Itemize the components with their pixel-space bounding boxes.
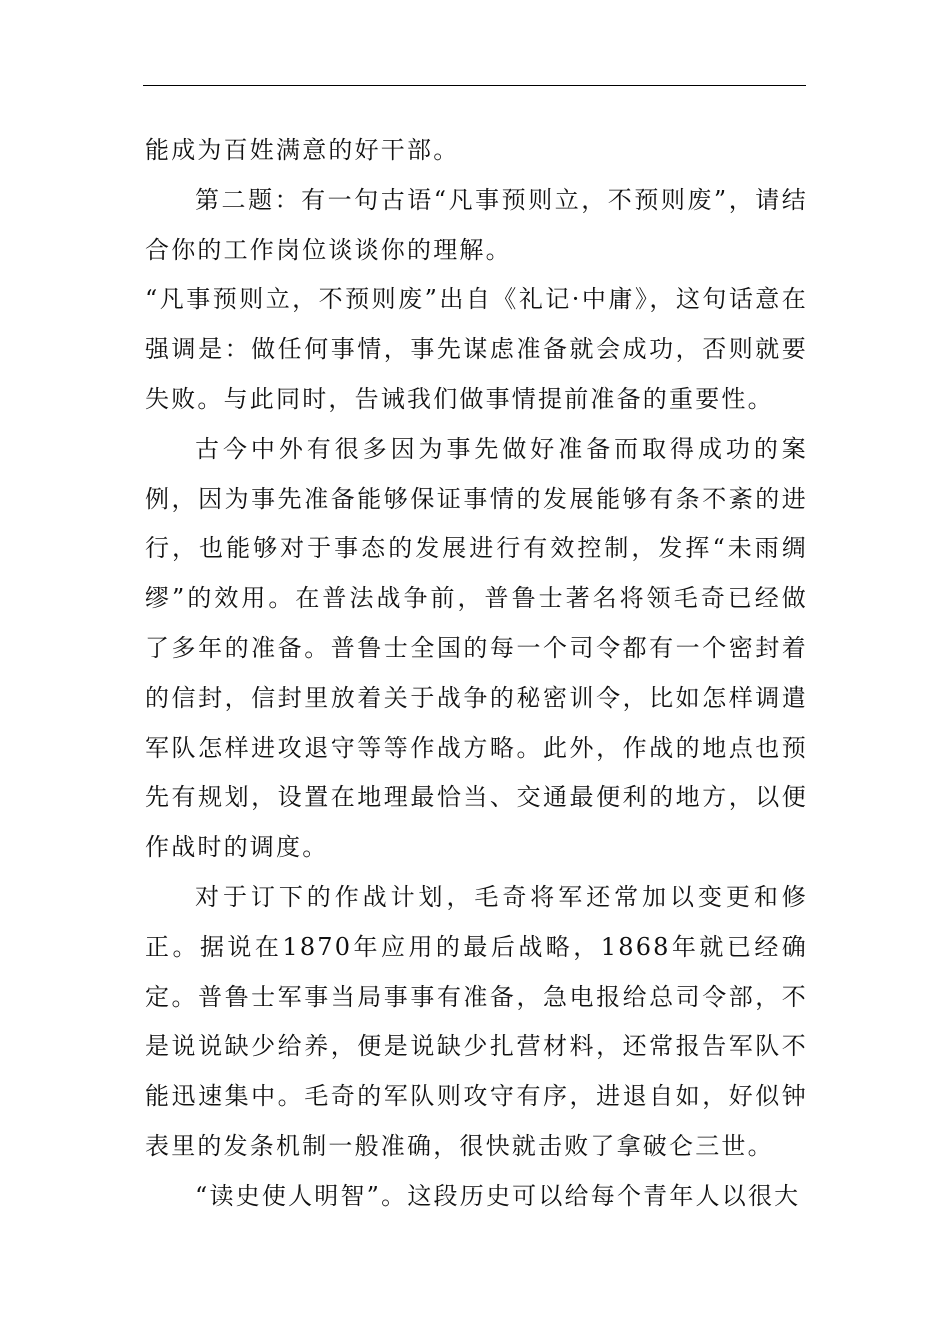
paragraph-2: 第二题：有一句古语“凡事预则立，不预则废”，请结合你的工作岗位谈谈你的理解。 [145,185,808,264]
document-body [145,126,808,1222]
header-rule [143,85,806,86]
paragraph-4: 古今中外有很多因为事先做好准备而取得成功的案例，因为事先准备能够保证事情的发展能够有条不紊的进行，也能够对于事态的发展进行有效控制，发挥“未雨绸缪”的效用。在普法战争前，普鲁士著名将领毛奇已经做了多年的准备。普鲁士全国的每一个司令都有一个密封着的信封，信封里放着关于战争的秘密训令，比如怎样调遣军队怎样进攻退守等等作战方略。此外，作战的地点也预先有规划，设置在地理最恰当、交通最便利的地方，以便作战时的调度。 [145,434,808,862]
paragraph-6: “读史使人明智”。这段历史可以给每个青年人以很大 [195,1181,801,1210]
paragraph-1: 能成为百姓满意的好干部。 [145,136,460,164]
paragraph-3: “凡事预则立，不预则废”出自《礼记·中庸》，这句话意在强调是：做任何事情，事先谋虑准备就会成功，否则就要失败。与此同时，告诫我们做事情提前准备的重要性。 [145,285,808,413]
paragraph-5: 对于订下的作战计划，毛奇将军还常加以变更和修正。据说在1870年应用的最后战略，1868年就已经确定。普鲁士军事当局事事有准备，急电报给总司令部，不是说说缺少给养，便是说缺少扎营材料，还常报告军队不能迅速集中。毛奇的军队则攻守有序，进退自如，好似钟表里的发条机制一般准确，很快就击败了拿破仑三世。 [145,882,808,1160]
